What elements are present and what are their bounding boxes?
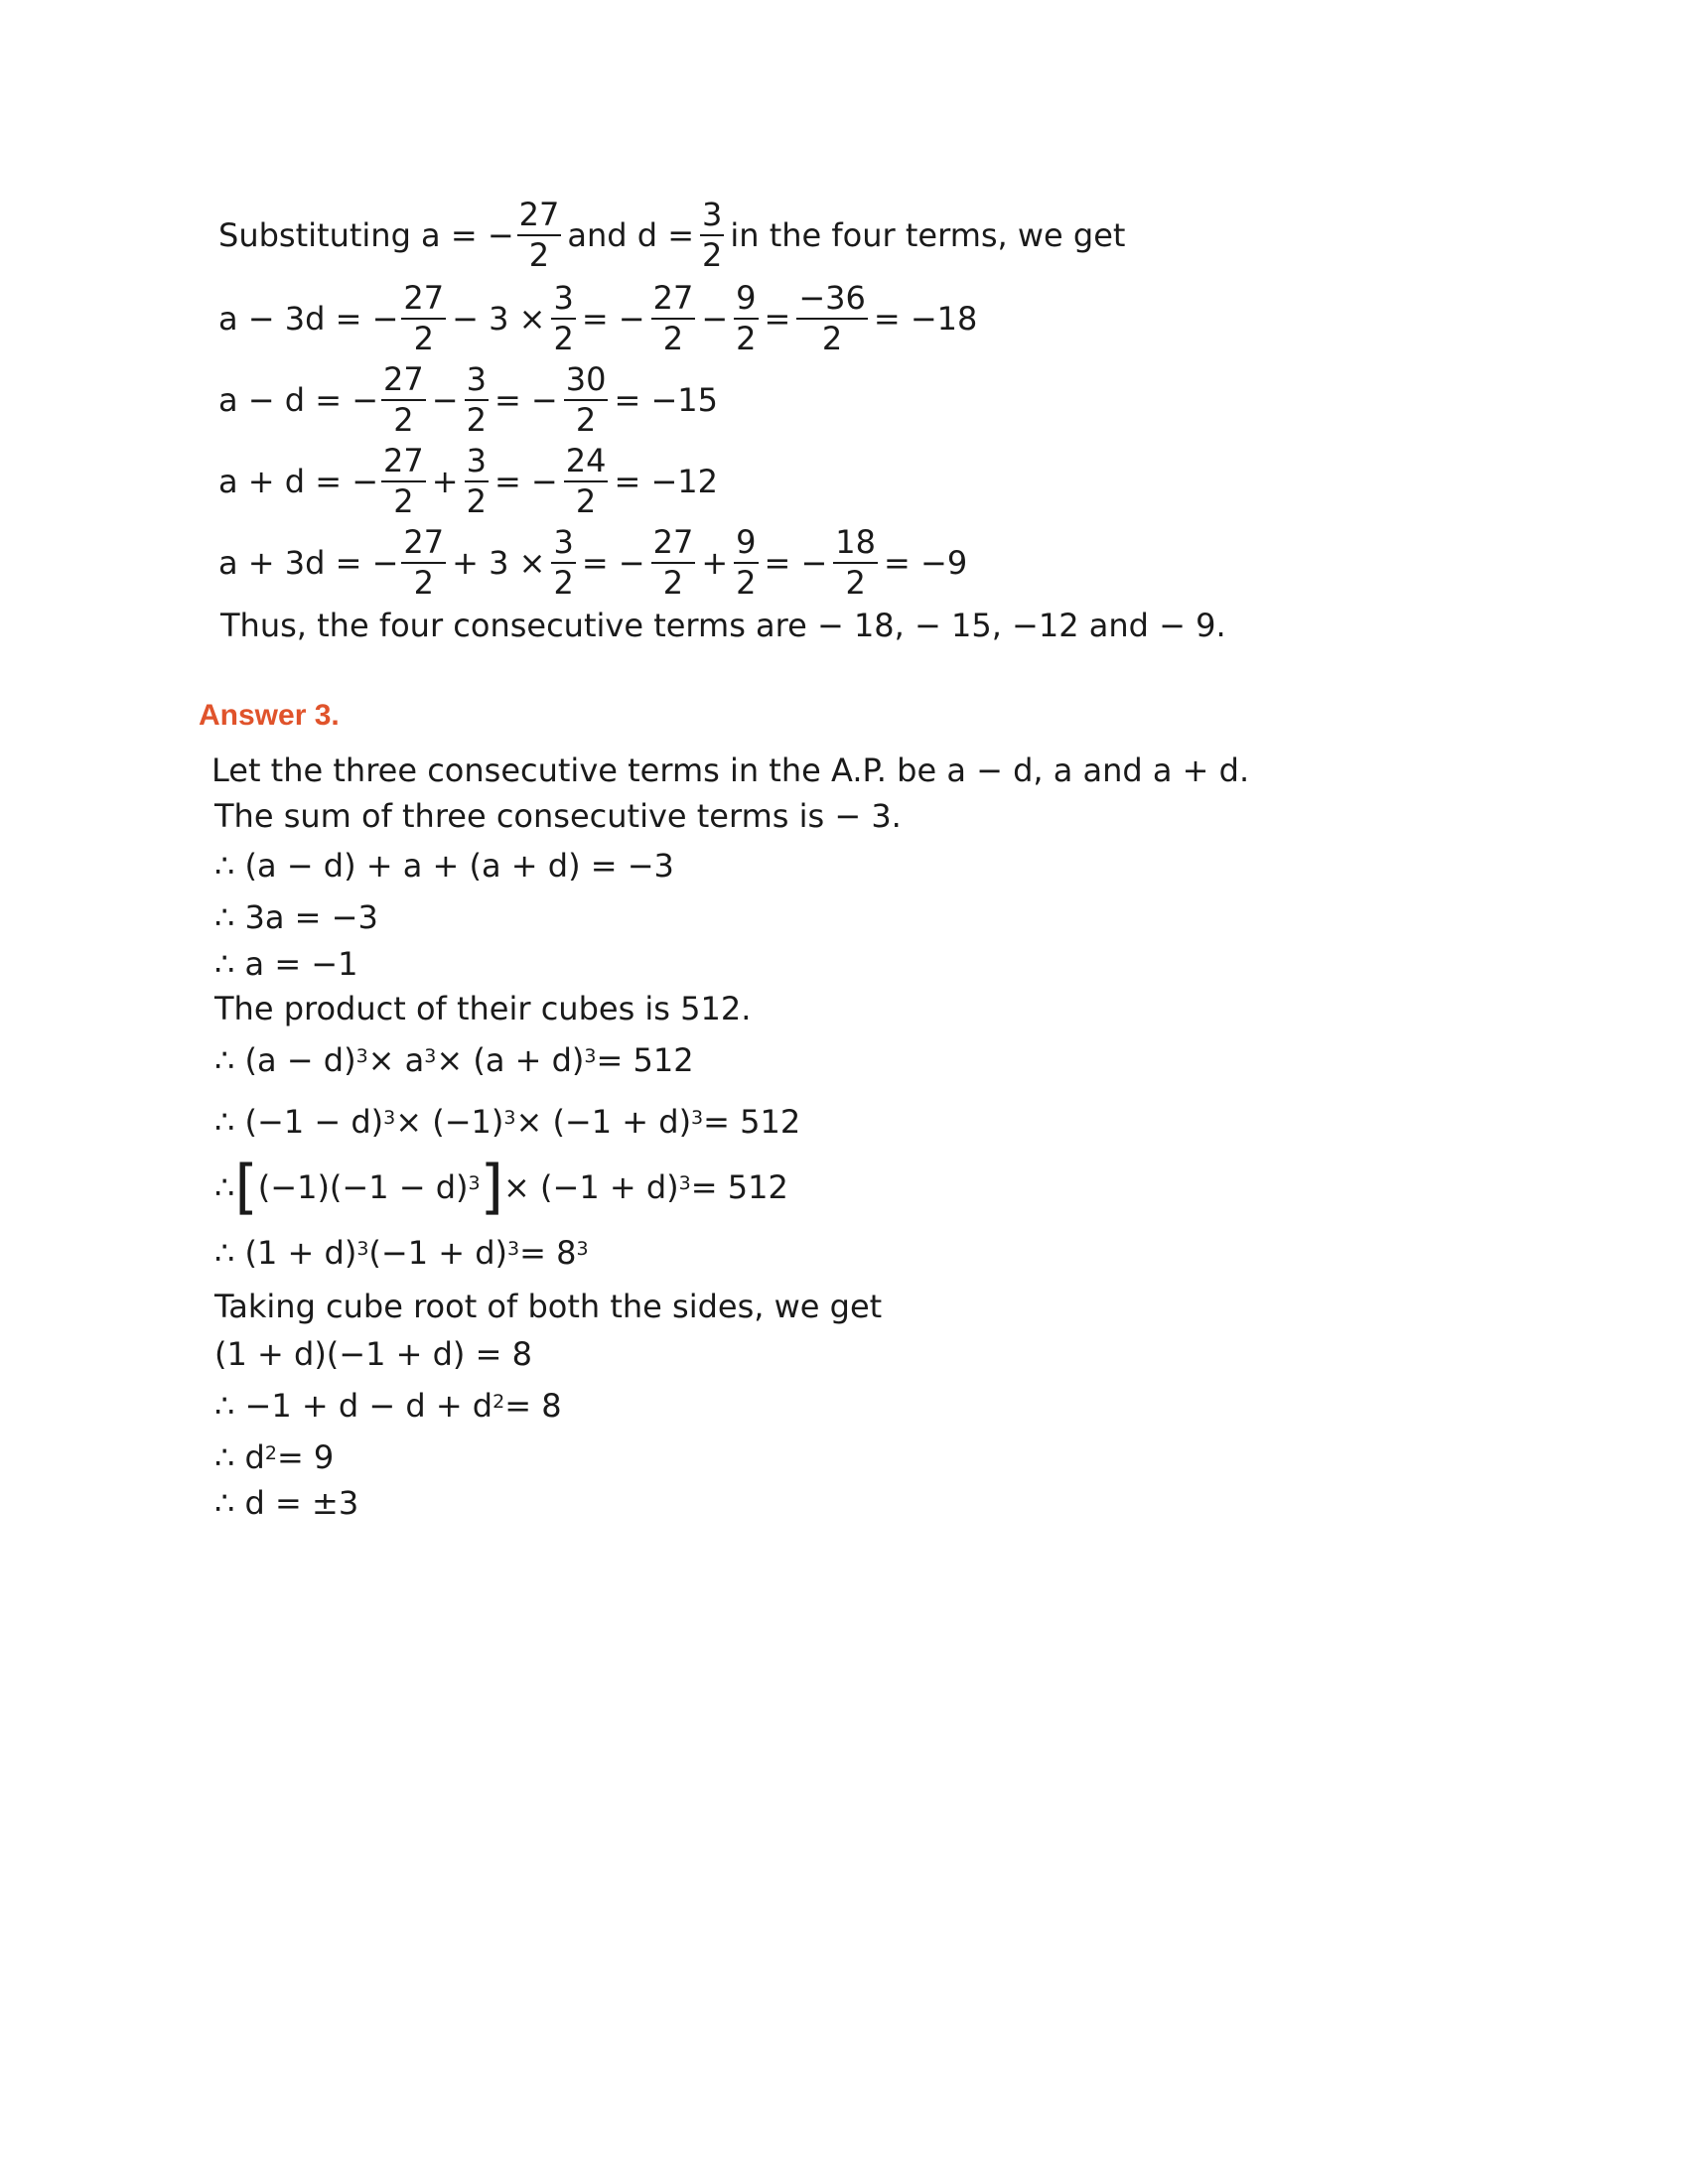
answer-heading: Answer 3. <box>199 699 340 732</box>
equation-a-plus-d: a + d = − $\frac{27}{2}$ + $\frac{3}{2}$ = − $\frac{24}{2}$ = −12 <box>218 442 718 520</box>
equation-a-minus-3d: a − 3d = − $\frac{27}{2}$ − 3 × $\frac{3}{2}$ = − $\frac{27}{2}$ − $\frac{9}{2}$ = $\frac{-36}{2}$ = −18 <box>218 279 978 357</box>
fraction: $\frac{3}{2}$ <box>553 523 574 602</box>
fraction: $\frac{27}{2}$ <box>652 523 694 602</box>
answer3-line-12: (1 + d)(−1 + d) = 8 <box>214 1335 532 1373</box>
fraction: $\frac{3}{2}$ <box>466 442 487 520</box>
equation-a-plus-3d: a + 3d = − $\frac{27}{2}$ + 3 × $\frac{3}{2}$ = − $\frac{27}{2}$ + $\frac{9}{2}$ = − $\frac{18}{2}$ = −9 <box>218 523 968 602</box>
answer3-line-6: The product of their cubes is 512. <box>214 990 752 1027</box>
answer3-line-2: The sum of three consecutive terms is − 3. <box>214 797 902 835</box>
answer3-line-8: ∴ (−1 − d) $^3$ × (−1) $^3$ × (−1 + d) $^3$ = 512 <box>214 1103 801 1141</box>
answer3-line-5: ∴ a = −1 <box>214 945 358 983</box>
answer3-line-9: ∴ [ (−1)(−1 − d) $^3$ ] × (−1 + d) $^3$ = 512 <box>214 1153 788 1222</box>
fraction: $\frac{-36}{2}$ <box>798 279 866 357</box>
answer3-line-15: ∴ d = ±3 <box>214 1484 359 1522</box>
substitution-intro: Substituting a = − $\frac{27}{2}$ and d = $\frac{3}{2}$ in the four terms, we get <box>218 196 1126 274</box>
fraction: $\frac{30}{2}$ <box>565 360 607 439</box>
answer3-line-1: Let the three consecutive terms in the A.P. be a − d, a and a + d. <box>211 751 1250 789</box>
fraction: $\frac{27}{2}$ <box>652 279 694 357</box>
fraction: $\frac{27}{2}$ <box>403 523 445 602</box>
fraction-d: $\frac{3}{2}$ <box>702 196 723 274</box>
answer3-line-10: ∴ (1 + d) $^3$ (−1 + d) $^3$ = 8 $^3$ <box>214 1234 589 1272</box>
answer3-line-3: ∴ (a − d) + a + (a + d) = −3 <box>214 847 674 885</box>
answer3-line-14: ∴ d $^2$ = 9 <box>214 1438 335 1476</box>
conclusion-text: Thus, the four consecutive terms are − 18, − 15, −12 and − 9. <box>220 607 1226 644</box>
answer3-line-4: ∴ 3a = −3 <box>214 898 378 936</box>
fraction: $\frac{18}{2}$ <box>835 523 877 602</box>
fraction: $\frac{27}{2}$ <box>383 442 424 520</box>
answer3-line-13: ∴ −1 + d − d + d $^2$ = 8 <box>214 1387 562 1425</box>
answer3-line-7: ∴ (a − d) $^3$ × a $^3$ × (a + d) $^3$ = 512 <box>214 1041 694 1079</box>
fraction: $\frac{9}{2}$ <box>736 523 757 602</box>
equation-a-minus-d: a − d = − $\frac{27}{2}$ − $\frac{3}{2}$ = − $\frac{30}{2}$ = −15 <box>218 360 718 439</box>
fraction: $\frac{9}{2}$ <box>736 279 757 357</box>
fraction: $\frac{27}{2}$ <box>403 279 445 357</box>
fraction: $\frac{3}{2}$ <box>466 360 487 439</box>
fraction: $\frac{24}{2}$ <box>565 442 607 520</box>
fraction: $\frac{3}{2}$ <box>553 279 574 357</box>
fraction-a: $\frac{27}{2}$ <box>518 196 560 274</box>
answer3-line-11: Taking cube root of both the sides, we get <box>214 1288 883 1325</box>
fraction: $\frac{27}{2}$ <box>383 360 424 439</box>
